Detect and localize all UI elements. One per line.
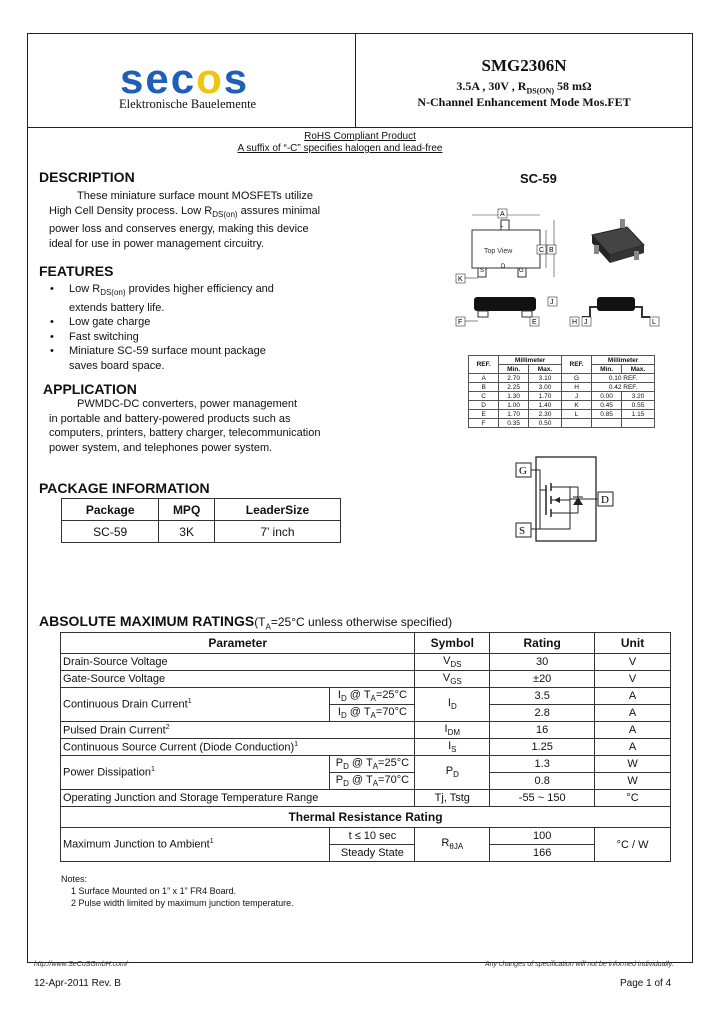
description-heading: DESCRIPTION [39,169,135,185]
source-label: S [519,525,526,537]
gate-label: G [519,465,527,477]
list-item: • Low $R_{DS(on)}$ provides higher efficiency and [50,283,274,298]
list-item: saves board space. [69,359,165,372]
logo-text: secos [120,55,250,102]
list-item: • Low gate charge [50,316,151,329]
device-type: N-Channel Enhancement Mode Mos.FET [417,95,631,109]
amr-heading: ABSOLUTE MAXIMUM $RATINGS(T_A=25^\circ C$ unless otherwise specified) [39,613,453,632]
mosfet-schematic [512,455,622,545]
table-row: Steady State 166 [61,845,671,862]
package-title: SC-59 [520,171,557,186]
dim-label: L [652,319,656,326]
table-row: C 1.30 1.70 J 0.00 3.20 [469,392,655,401]
thermal-heading: Thermal Resistance Rating [61,807,671,828]
table-row: Gate-Source Voltage $V_{GS}$ ±20 V [61,671,671,688]
package-info-heading: PACKAGE INFORMATION [39,480,210,496]
list-item: extends battery life. [69,301,165,314]
package-3d-view [592,219,644,263]
notes: Notes: 1 Surface Mounted on 1” x 1” FR4 Board. 2 Pulse width limited by maximum junction temperature. [61,874,294,908]
column-header: Parameter [61,633,415,654]
column-header: Symbol [415,633,490,654]
table-row: SC-59 3K 7’ inch [62,521,341,543]
dim-label: F [458,319,463,326]
dim-label: L [500,223,504,229]
table-row: F 0.35 0.50 [469,419,655,428]
column-header: Min. [592,365,622,374]
package-info-table [61,498,341,543]
application-text: PWMDC-DC converters, power management in portable and battery-powered products such as computers, printers, battery charger, telecommunication power system, and telephones power system. [49,398,321,454]
table-row: Power Dissipation$^1$ $P_D$ @ $T_A=25^\circ C$ $P_D$ 1.3 W [61,756,671,773]
table-row: Continuous Drain Current$^1$ $I_D$ @ $T_A=25^\circ C$ $I_D$ 3.5 A [61,688,671,705]
absolute-max-ratings-table [60,632,671,862]
table-row: Continuous Source Current (Diode Conduction)$^1$ $I_S$ 1.25 A [61,739,671,756]
top-view-label: Top View [484,248,513,255]
dim-label: S [480,268,485,274]
dim-label: B [549,247,554,254]
company-logo [120,55,250,102]
halogen-note: A suffix of “-C” specifies halogen and lead-free [237,143,443,154]
column-header: Millimeter [592,356,655,365]
footer-url: http://www.SeCoSGmbH.com/ [34,961,128,968]
column-header: Min. [499,365,529,374]
logo-subtitle: Elektronische Bauelemente [119,97,257,111]
dim-label: J [550,299,554,306]
footer-date-revision: 12-Apr-2011 Rev. B [34,978,121,989]
table-row: A 2.70 3.10 G 0.10 REF. [469,374,655,383]
features-list [50,282,340,373]
table-row: E 1.70 2.30 L 0.85 1.15 [469,410,655,419]
package-outline-drawing [452,205,672,345]
description-text: These miniature surface mount MOSFETs utilize High Cell Density process. Low $R_{DS(on)}$ assures minimal power loss and conserves energy, making this device ideal for use in power management circuitry. [49,190,321,250]
table-row: Maximum Junction to Ambient$^1$ t ≤ 10 sec $R_{\theta JA}$ 100 °C / W [61,828,671,845]
table-row: Pulsed Drain Current$^2$ $I_{DM}$ 16 A [61,722,671,739]
list-item: • Fast switching [50,330,139,343]
dim-label: J [584,319,588,326]
column-header: Millimeter [499,356,562,365]
column-header: LeaderSize [214,499,340,521]
table-row: Operating Junction and Storage Temperature Range Tj, Tstg -55 ~ 150 °C [61,790,671,807]
drain-label: D [601,494,609,506]
dim-label: D [501,264,506,270]
table-row: $I_D$ @ $T_A=70^\circ C$ 2.8 A [61,705,671,722]
table-row: D 1.00 1.40 K 0.45 0.55 [469,401,655,410]
table-row: Drain-Source Voltage $V_{DS}$ 30 V [61,654,671,671]
column-header: Unit [595,633,671,654]
footer-page-number: Page 1 of 4 [620,978,672,989]
column-header: REF. [469,356,499,374]
features-heading: FEATURES [39,263,114,279]
package-side-view-right [570,297,659,326]
package-side-view-left [456,297,557,326]
column-header: Rating [490,633,595,654]
table-row [61,807,671,828]
application-heading: APPLICATION [43,381,137,397]
column-header: Package [62,499,159,521]
column-header: REF. [561,356,591,374]
part-number: SMG2306N [481,56,567,75]
dim-label: H [572,319,578,326]
dim-label: K [458,276,463,283]
dim-label: E [532,319,537,326]
rohs-note: RoHS Compliant Product [304,131,416,142]
table-row: B 2.25 3.00 H 0.42 REF. [469,383,655,392]
dim-label: A [500,211,505,218]
column-header: Max. [529,365,562,374]
spec-summary: 3.5A , 30V , $R_{DS(ON)}$ 58 mΩ [456,79,592,96]
column-header: MPQ [159,499,215,521]
table-row: $P_D$ @ $T_A=70^\circ C$ 0.8 W [61,773,671,790]
header-divider [27,127,693,128]
list-item: • Miniature SC-59 surface mount package [50,345,266,358]
footer-disclaimer: Any changes of specification will not be informed individually. [485,961,674,968]
dim-label: G [519,268,524,274]
dimension-table [468,355,655,428]
column-header: Max. [622,365,655,374]
dim-label: C [539,247,545,254]
